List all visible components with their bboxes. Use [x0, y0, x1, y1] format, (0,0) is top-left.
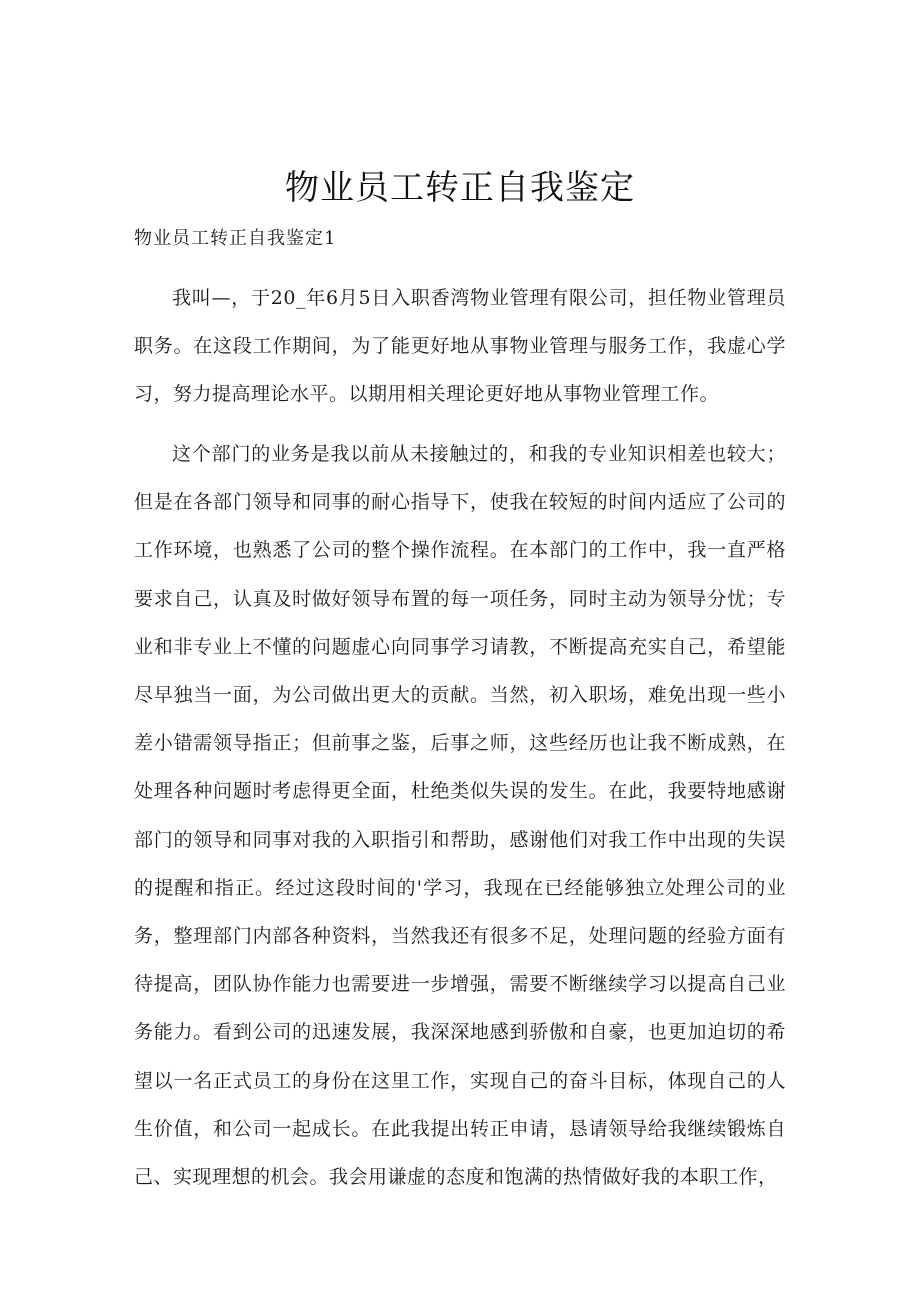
paragraph-1: 我叫—，于20_年6月5日入职香湾物业管理有限公司，担任物业管理员职务。在这段工作期间，为了能更好地从事物业管理与服务工作，我虚心学习，努力提高理论水平。以期用相关理论更好地从事物业管理工作。 — [134, 287, 786, 406]
document-subtitle: 物业员工转正自我鉴定1 — [134, 228, 337, 249]
document-title: 物业员工转正自我鉴定 — [285, 168, 635, 208]
paragraph-2: 这个部门的业务是我以前从未接触过的，和我的专业知识相差也较大；但是在各部门领导和同事的耐心指导下，使我在较短的时间内适应了公司的工作环境，也熟悉了公司的整个操作流程。在本部门的工作中，我一直严格要求自己，认真及时做好领导布置的每一项任务，同时主动为领导分忧；专业和非专业上不懂的问题虚心向同事学习请教，不断提高充实自己，希望能尽早独当一面，为公司做出更大的贡献。当然，初入职场，难免出现一些小差小错需领导指正；但前事之鉴，后事之师，这些经历也让我不断成熟，在处理各种问题时考虑得更全面，杜绝类似失误的发生。在此，我要特地感谢部门的领导和同事对我的入职指引和帮助，感谢他们对我工作中出现的失误的提醒和指正。经过这段时间的'学习，我现在已经能够独立处理公司的业务，整理部门内部各种资料，当然我还有很多不足，处理问题的经验方面有待提高，团队协作能力也需要进一步增强，需要不断继续学习以提高自己业务能力。看到公司的迅速发展，我深深地感到骄傲和自豪，也更加迫切的希望以一名正式员工的身份在这里工作，实现自己的奋斗目标，体现自己的人生价值，和公司一起成长。在此我提出转正申请，恳请领导给我继续锻炼自己、实现理想的机会。我会用谦虚的态度和饱满的热情做好我的本职工作， — [134, 443, 786, 1189]
